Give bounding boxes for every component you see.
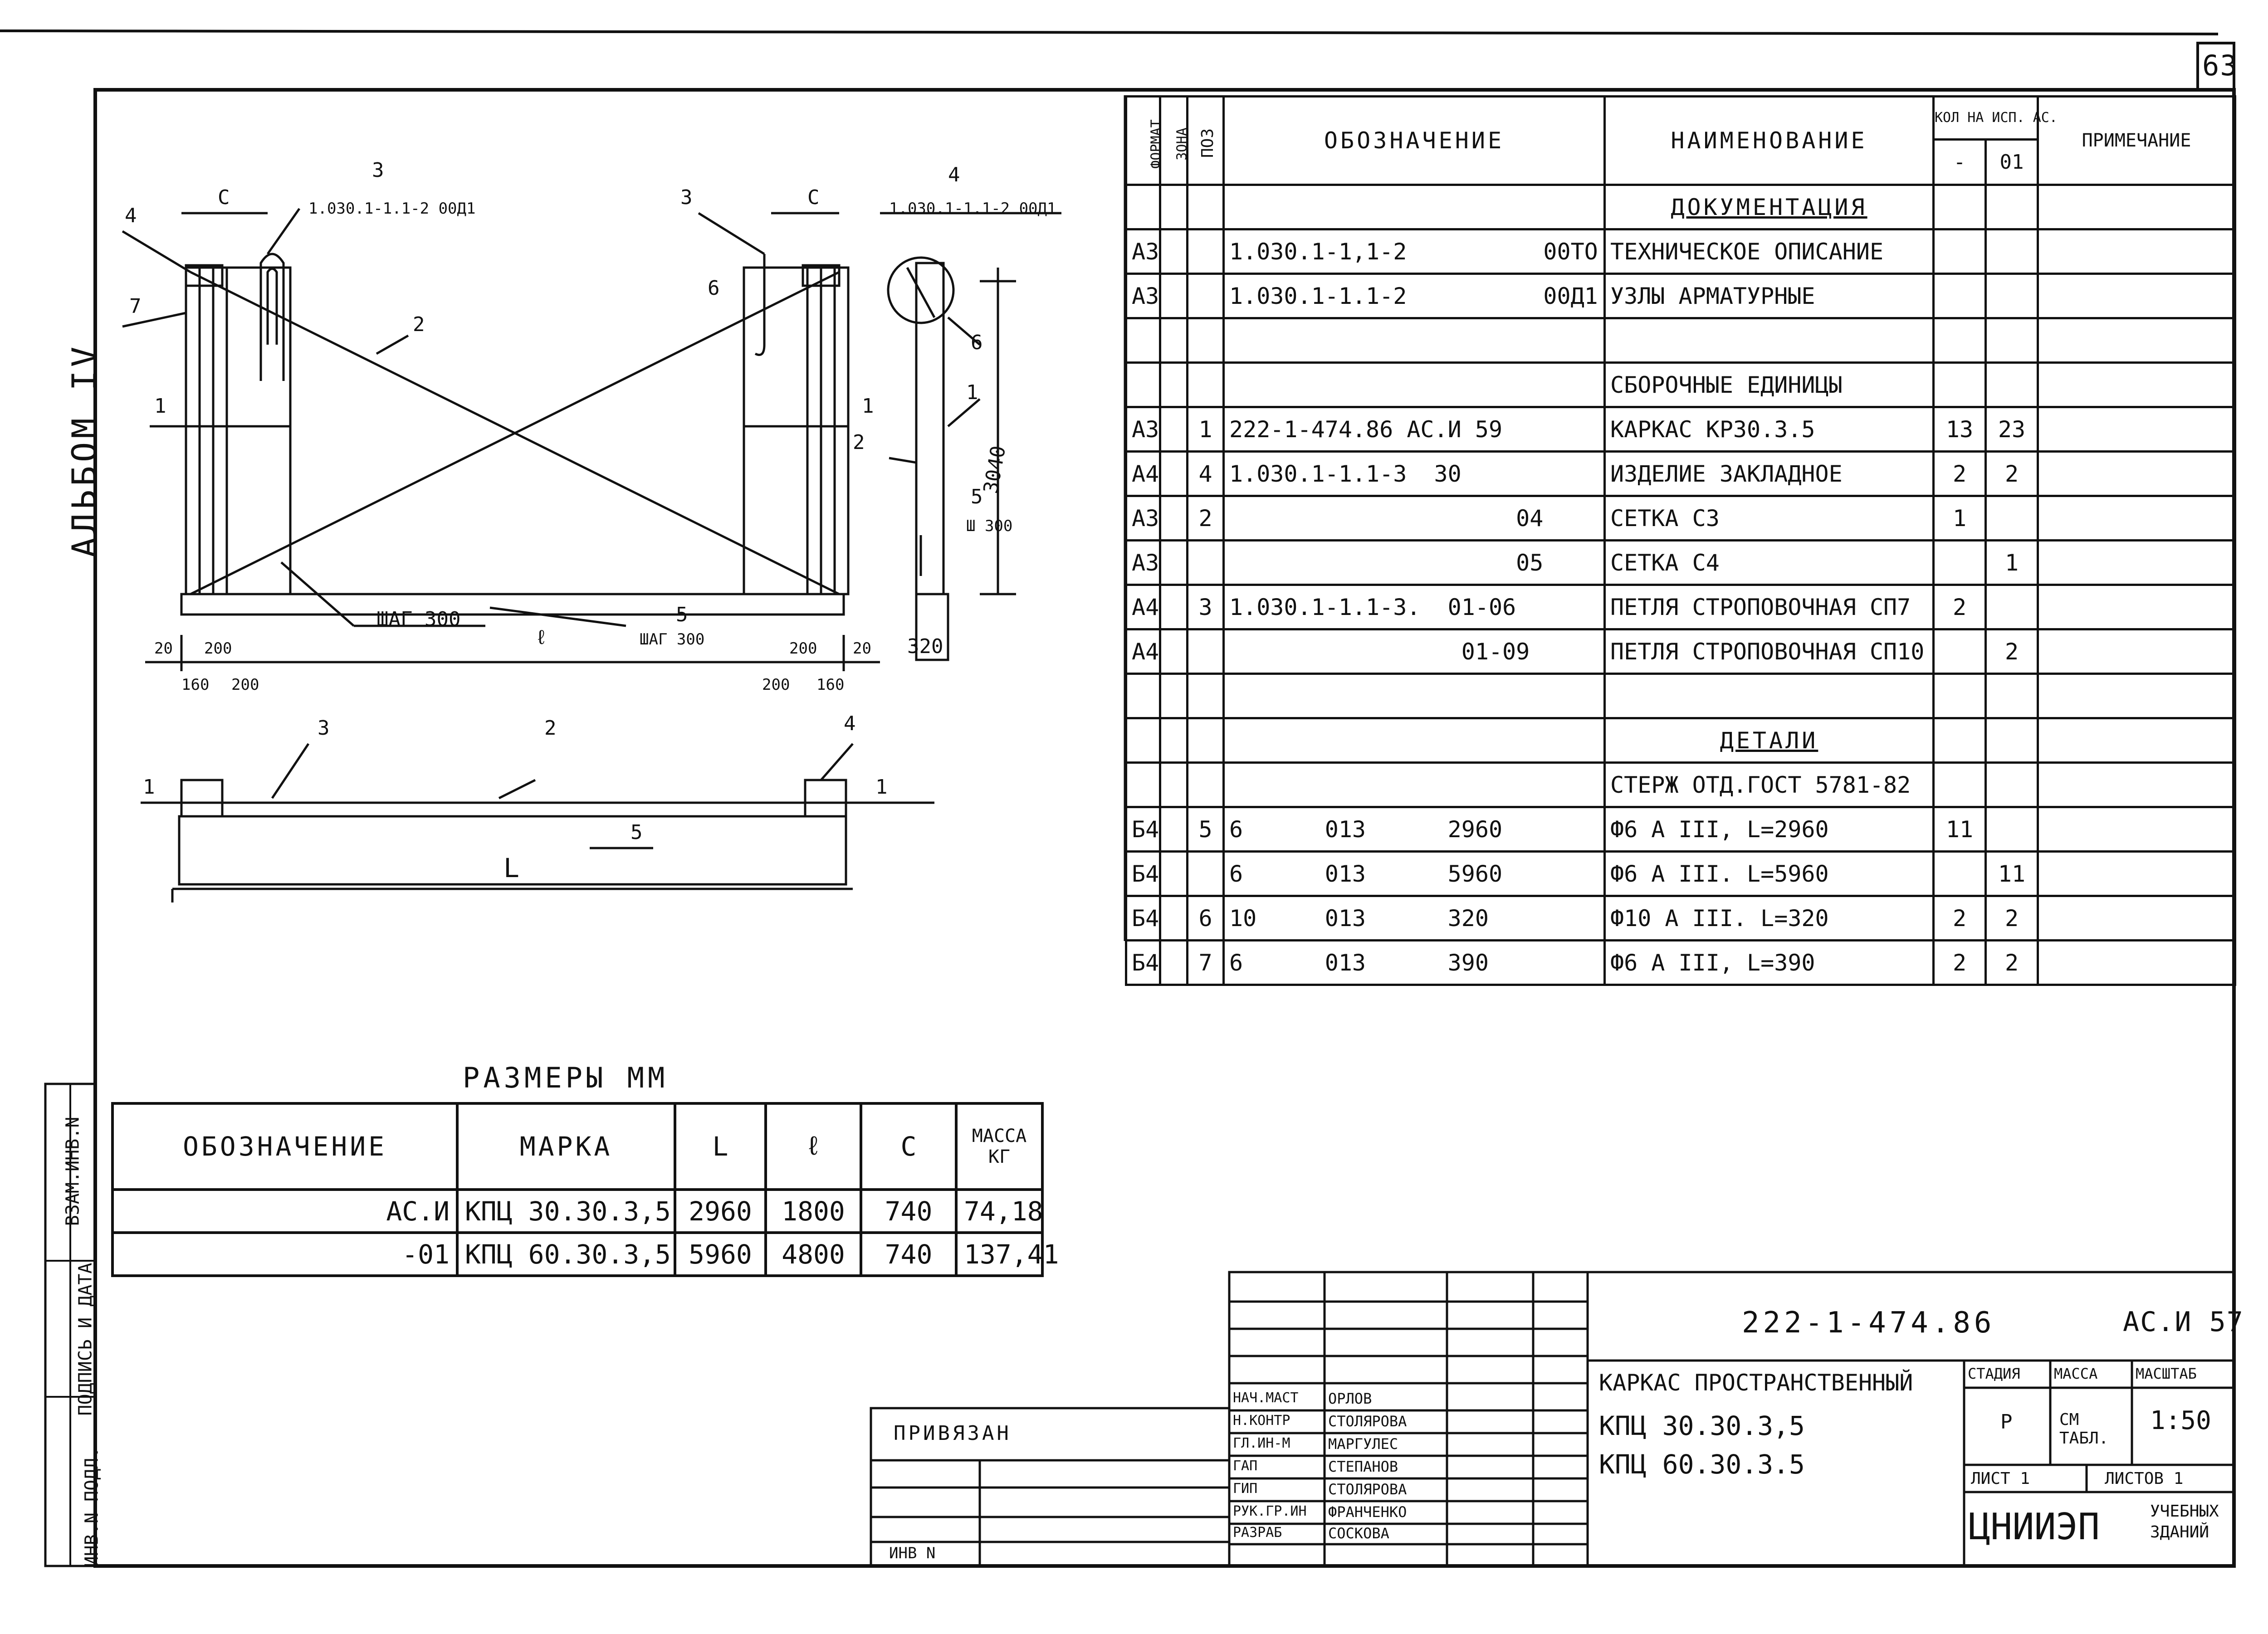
spec-pos-cell: [1188, 541, 1224, 585]
dim-l-small: ℓ: [535, 626, 547, 649]
spec-qty2-cell: [1986, 185, 2038, 229]
dim-20-right: 20: [853, 639, 871, 658]
dim-160-left: 160: [181, 676, 210, 694]
signature-role: ГЛ.ИН-М: [1233, 1435, 1290, 1451]
spec-qty1-cell: [1934, 363, 1986, 407]
spec-qty2-cell: 11: [1986, 852, 2038, 896]
spec-h-qty-b: 01: [1999, 151, 2024, 174]
spec-qty1-cell: 11: [1934, 807, 1986, 852]
spec-designation-cell: [1224, 318, 1605, 363]
spec-format-cell: [1126, 763, 1160, 807]
spec-zone-cell: [1160, 941, 1188, 985]
spec-pos-cell: 6: [1188, 896, 1224, 941]
dim-320: 320: [907, 635, 943, 658]
signature-name: СТОЛЯРОВА: [1328, 1413, 1407, 1430]
spec-format-cell: А3: [1126, 407, 1160, 452]
album-label: АЛЬБОМ IV: [65, 343, 104, 558]
signature-role: РУК.ГР.ИН: [1233, 1503, 1307, 1519]
plan-callout-1-left: 1: [143, 776, 155, 799]
spec-qty1-cell: [1934, 541, 1986, 585]
dims-cell: 740: [861, 1190, 956, 1233]
dims-h-mass: МАССА КГ: [956, 1103, 1042, 1190]
spec-h-zone: ЗОНА: [1160, 97, 1188, 185]
spec-name-cell: [1605, 318, 1934, 363]
dim-200-left: 200: [204, 639, 232, 658]
spec-format-cell: [1126, 318, 1160, 363]
side-label-inv: ИНВ.N ПОДЛ.: [81, 1447, 103, 1567]
spec-row: [1126, 941, 2235, 985]
spec-note-cell: [2038, 407, 2235, 452]
spec-row: [1126, 229, 2235, 274]
spec-pos-cell: [1188, 763, 1224, 807]
spec-format-cell: А3: [1126, 541, 1160, 585]
spec-qty2-cell: 2: [1986, 896, 2038, 941]
spec-row: [1126, 318, 2235, 363]
spec-zone-cell: [1160, 674, 1188, 718]
side-view: [880, 213, 1061, 660]
product-name-3: КПЦ 60.30.3.5: [1599, 1449, 1805, 1480]
dims-row: [112, 1233, 1042, 1276]
spec-h-qty-title: КОЛ НА ИСП. АС.: [1935, 98, 2037, 141]
spec-note-cell: [2038, 185, 2235, 229]
org-name: ЦНИИЭП: [1969, 1506, 2100, 1548]
spec-name-cell: ПЕТЛЯ СТРОПОВОЧНАЯ СП7: [1605, 585, 1934, 629]
dims-h-c: С: [861, 1103, 956, 1190]
spec-note-cell: [2038, 718, 2235, 763]
spec-qty1-cell: 2: [1934, 452, 1986, 496]
sheet-code: АС.И 57: [2123, 1306, 2244, 1338]
spec-pos-cell: [1188, 852, 1224, 896]
spec-name-cell: СБОРОЧНЫЕ ЕДИНИЦЫ: [1605, 363, 1934, 407]
spec-row: [1126, 274, 2235, 318]
callout-1-side: 1: [966, 381, 978, 404]
plan-view: [141, 744, 934, 902]
dims-cell: 4800: [766, 1233, 861, 1276]
spec-row: [1126, 896, 2235, 941]
spec-note-cell: [2038, 852, 2235, 896]
dim-200-right2: 200: [762, 676, 790, 694]
spec-qty2-cell: [1986, 674, 2038, 718]
spec-zone-cell: [1160, 363, 1188, 407]
spec-format-cell: А4: [1126, 585, 1160, 629]
signature-name: СТЕПАНОВ: [1328, 1458, 1398, 1475]
dims-h-l: ℓ: [766, 1103, 861, 1190]
spec-note-cell: [2038, 318, 2235, 363]
signature-name: ФРАНЧЕНКО: [1328, 1503, 1407, 1521]
spec-format-cell: Б4: [1126, 941, 1160, 985]
spec-name-cell: Ф10 А III. L=320: [1605, 896, 1934, 941]
spec-name-cell: ИЗДЕЛИЕ ЗАКЛАДНОЕ: [1605, 452, 1934, 496]
spec-qty1-cell: [1934, 852, 1986, 896]
spec-qty1-cell: [1934, 274, 1986, 318]
spec-zone-cell: [1160, 763, 1188, 807]
spec-h-name: НАИМЕНОВАНИЕ: [1605, 97, 1934, 185]
callout-2: 2: [413, 313, 425, 336]
spec-pos-cell: 2: [1188, 496, 1224, 541]
spec-designation-cell: 10 013 320: [1224, 896, 1605, 941]
spec-note-cell: [2038, 363, 2235, 407]
dims-h-L: L: [675, 1103, 766, 1190]
spec-designation-cell: 1.030.1-1.1-2 00Д1: [1224, 274, 1605, 318]
signature-role: ГИП: [1233, 1481, 1258, 1497]
callout-1-left: 1: [154, 395, 166, 418]
spec-zone-cell: [1160, 318, 1188, 363]
dim-L: L: [503, 853, 519, 883]
spec-pos-cell: [1188, 629, 1224, 674]
spec-name-cell: ПЕТЛЯ СТРОПОВОЧНАЯ СП10: [1605, 629, 1934, 674]
spec-designation-cell: 05: [1224, 541, 1605, 585]
spec-designation-cell: 6 013 390: [1224, 941, 1605, 985]
spec-row: [1126, 541, 2235, 585]
spec-pos-cell: [1188, 718, 1224, 763]
spec-pos-cell: 7: [1188, 941, 1224, 985]
spec-h-note: ПРИМЕЧАНИЕ: [2038, 97, 2235, 185]
spec-zone-cell: [1160, 718, 1188, 763]
plan-callout-4: 4: [844, 712, 856, 735]
spec-format-cell: Б4: [1126, 852, 1160, 896]
scale-label: МАСШТАБ: [2136, 1365, 2197, 1382]
dim-3040: 3040: [979, 444, 1011, 496]
spec-note-cell: [2038, 274, 2235, 318]
callout-5-side: 5: [971, 485, 983, 508]
spec-format-cell: А4: [1126, 452, 1160, 496]
spec-pos-cell: 1: [1188, 407, 1224, 452]
spec-zone-cell: [1160, 896, 1188, 941]
dims-cell: АС.И: [112, 1190, 457, 1233]
spec-name-cell: Ф6 А III. L=5960: [1605, 852, 1934, 896]
sheet-value: ЛИСТ 1: [1971, 1469, 2030, 1488]
spec-format-cell: Б4: [1126, 896, 1160, 941]
spec-name-cell: Ф6 А III, L=2960: [1605, 807, 1934, 852]
org-sub: УЧЕБНЫХ ЗДАНИЙ: [2150, 1502, 2219, 1541]
callout-3-top: 3: [372, 159, 384, 182]
signature-name: МАРГУЛЕС: [1328, 1435, 1398, 1453]
spec-format-cell: [1126, 674, 1160, 718]
spec-qty1-cell: [1934, 229, 1986, 274]
step-label-1: ШАГ 300: [376, 608, 461, 631]
callout-node-ref-right: 1.030.1-1.1-2 00Д1: [889, 200, 1056, 218]
spec-note-cell: [2038, 807, 2235, 852]
spec-row: [1126, 452, 2235, 496]
spec-qty2-cell: 2: [1986, 452, 2038, 496]
dims-title: РАЗМЕРЫ ММ: [463, 1061, 669, 1094]
signature-name: СТОЛЯРОВА: [1328, 1481, 1407, 1498]
spec-note-cell: [2038, 541, 2235, 585]
spec-format-cell: А3: [1126, 496, 1160, 541]
spec-qty1-cell: [1934, 763, 1986, 807]
callout-6-front: 6: [708, 277, 720, 300]
spec-note-cell: [2038, 674, 2235, 718]
spec-qty2-cell: [1986, 763, 2038, 807]
spec-h-format: ФОРМАТ: [1126, 97, 1160, 185]
product-name-1: КАРКАС ПРОСТРАНСТВЕННЫЙ: [1599, 1370, 1913, 1396]
plan-callout-3: 3: [318, 717, 330, 740]
spec-zone-cell: [1160, 229, 1188, 274]
spec-qty1-cell: 2: [1934, 896, 1986, 941]
spec-zone-cell: [1160, 629, 1188, 674]
signature-role: ГАП: [1233, 1458, 1258, 1474]
spec-note-cell: [2038, 896, 2235, 941]
spec-format-cell: [1126, 185, 1160, 229]
spec-zone-cell: [1160, 452, 1188, 496]
spec-pos-cell: [1188, 229, 1224, 274]
spec-row: [1126, 363, 2235, 407]
step-label-3: Ш 300: [966, 517, 1013, 535]
spec-zone-cell: [1160, 496, 1188, 541]
spec-qty1-cell: [1934, 674, 1986, 718]
specification-table: [1125, 95, 2236, 986]
dims-cell: 740: [861, 1233, 956, 1276]
stage-label: СТАДИЯ: [1968, 1365, 2020, 1382]
spec-designation-cell: 222-1-474.86 АС.И 59: [1224, 407, 1605, 452]
plan-callout-1-right: 1: [875, 776, 888, 799]
dims-cell: 137,41: [956, 1233, 1042, 1276]
spec-qty2-cell: [1986, 718, 2038, 763]
spec-note-cell: [2038, 585, 2235, 629]
spec-qty2-cell: 1: [1986, 541, 2038, 585]
spec-row: [1126, 718, 2235, 763]
spec-zone-cell: [1160, 541, 1188, 585]
signature-role: Н.КОНТР: [1233, 1413, 1290, 1429]
spec-qty1-cell: 2: [1934, 941, 1986, 985]
spec-qty1-cell: 13: [1934, 407, 1986, 452]
spec-row: [1126, 496, 2235, 541]
spec-name-cell: СЕТКА С3: [1605, 496, 1934, 541]
dim-20-left: 20: [154, 639, 173, 658]
spec-qty2-cell: [1986, 274, 2038, 318]
spec-qty1-cell: 1: [1934, 496, 1986, 541]
signature-role: НАЧ.МАСТ: [1233, 1390, 1299, 1406]
binding-title: ПРИВЯЗАН: [894, 1422, 1012, 1445]
spec-designation-cell: 1.030.1-1.1-3 30: [1224, 452, 1605, 496]
dim-200-right: 200: [789, 639, 817, 658]
spec-qty2-cell: 2: [1986, 629, 2038, 674]
signature-role: РАЗРАБ: [1233, 1525, 1282, 1541]
callout-2-right: 2: [853, 431, 865, 454]
scale-value: 1:50: [2150, 1406, 2211, 1435]
spec-row: [1126, 407, 2235, 452]
dim-160-right: 160: [816, 676, 845, 694]
spec-pos-cell: 4: [1188, 452, 1224, 496]
callout-6-side: 6: [971, 331, 983, 354]
spec-pos-cell: 5: [1188, 807, 1224, 852]
spec-qty1-cell: [1934, 318, 1986, 363]
spec-h-designation: ОБОЗНАЧЕНИЕ: [1224, 97, 1605, 185]
dims-h-mark: МАРКА: [457, 1103, 675, 1190]
dims-h-designation: ОБОЗНАЧЕНИЕ: [112, 1103, 457, 1190]
spec-qty1-cell: [1934, 718, 1986, 763]
spec-format-cell: А4: [1126, 629, 1160, 674]
callout-c-left: С: [218, 186, 230, 209]
stage-value: Р: [2000, 1410, 2013, 1434]
spec-designation-cell: [1224, 674, 1605, 718]
spec-zone-cell: [1160, 585, 1188, 629]
doc-code: 222-1-474.86: [1742, 1306, 1995, 1340]
spec-zone-cell: [1160, 185, 1188, 229]
mass-value: СМ ТАБЛ.: [2059, 1410, 2109, 1448]
spec-qty1-cell: [1934, 629, 1986, 674]
dims-cell: 74,18: [956, 1190, 1042, 1233]
spec-format-cell: А3: [1126, 274, 1160, 318]
callout-1-right: 1: [862, 395, 874, 418]
spec-note-cell: [2038, 229, 2235, 274]
callout-4-left: 4: [125, 204, 137, 227]
signature-name: ОРЛОВ: [1328, 1390, 1372, 1407]
spec-designation-cell: 1.030.1-1.1-3. 01-06: [1224, 585, 1605, 629]
spec-row: [1126, 852, 2235, 896]
spec-note-cell: [2038, 496, 2235, 541]
dimensions-table: [111, 1102, 1059, 1277]
spec-designation-cell: 01-09: [1224, 629, 1605, 674]
spec-row: [1126, 185, 2235, 229]
dims-cell: КПЦ 60.30.3,5: [457, 1233, 675, 1276]
spec-format-cell: [1126, 363, 1160, 407]
spec-qty2-cell: [1986, 229, 2038, 274]
mass-label: МАССА: [2054, 1365, 2098, 1382]
spec-name-cell: ДОКУМЕНТАЦИЯ: [1605, 185, 1934, 229]
spec-row: [1126, 585, 2235, 629]
spec-qty2-cell: [1986, 496, 2038, 541]
side-label-replace: ВЗАМ.ИНВ.N: [62, 1117, 83, 1226]
spec-name-cell: Ф6 А III, L=390: [1605, 941, 1934, 985]
dims-row: [112, 1190, 1042, 1233]
spec-name-cell: ТЕХНИЧЕСКОЕ ОПИСАНИЕ: [1605, 229, 1934, 274]
spec-h-qty-a: -: [1935, 141, 1987, 184]
dim-200-left2: 200: [231, 676, 259, 694]
spec-pos-cell: [1188, 185, 1224, 229]
callout-node-ref-left: 1.030.1-1.1-2 00Д1: [308, 200, 476, 218]
spec-name-cell: ДЕТАЛИ: [1605, 718, 1934, 763]
spec-row: [1126, 807, 2235, 852]
spec-designation-cell: [1224, 718, 1605, 763]
spec-qty2-cell: [1986, 318, 2038, 363]
spec-zone-cell: [1160, 274, 1188, 318]
spec-qty2-cell: [1986, 807, 2038, 852]
spec-designation-cell: [1224, 363, 1605, 407]
plan-callout-5: 5: [631, 821, 643, 844]
dims-header-row: [112, 1103, 1042, 1190]
spec-designation-cell: 6 013 5960: [1224, 852, 1605, 896]
spec-note-cell: [2038, 941, 2235, 985]
spec-qty2-cell: 23: [1986, 407, 2038, 452]
callout-7: 7: [129, 295, 142, 318]
sheets-value: ЛИСТОВ 1: [2105, 1469, 2184, 1488]
dims-cell: -01: [112, 1233, 457, 1276]
spec-header-row: [1126, 97, 2235, 185]
callout-3-right: 3: [680, 186, 693, 209]
product-name-2: КПЦ 30.30.3,5: [1599, 1410, 1805, 1441]
dims-cell: 2960: [675, 1190, 766, 1233]
dims-cell: КПЦ 30.30.3,5: [457, 1190, 675, 1233]
spec-name-cell: СТЕРЖ ОТД.ГОСТ 5781-82: [1605, 763, 1934, 807]
spec-note-cell: [2038, 452, 2235, 496]
spec-designation-cell: 6 013 2960: [1224, 807, 1605, 852]
signature-name: СОСКОВА: [1328, 1525, 1389, 1542]
spec-row: [1126, 763, 2235, 807]
spec-qty1-cell: [1934, 185, 1986, 229]
spec-pos-cell: [1188, 363, 1224, 407]
plan-callout-2: 2: [544, 717, 557, 740]
spec-name-cell: [1605, 674, 1934, 718]
dims-cell: 5960: [675, 1233, 766, 1276]
spec-row: [1126, 629, 2235, 674]
spec-zone-cell: [1160, 852, 1188, 896]
spec-qty2-cell: 2: [1986, 941, 2038, 985]
spec-qty1-cell: 2: [1934, 585, 1986, 629]
spec-format-cell: А3: [1126, 229, 1160, 274]
spec-pos-cell: [1188, 674, 1224, 718]
sheet-number: 63: [2202, 49, 2238, 82]
spec-designation-cell: 1.030.1-1,1-2 00ТО: [1224, 229, 1605, 274]
spec-pos-cell: 3: [1188, 585, 1224, 629]
spec-note-cell: [2038, 629, 2235, 674]
spec-name-cell: СЕТКА С4: [1605, 541, 1934, 585]
spec-qty2-cell: [1986, 363, 2038, 407]
spec-designation-cell: 04: [1224, 496, 1605, 541]
callout-c-right: С: [807, 186, 820, 209]
callout-5: 5: [676, 603, 688, 626]
spec-note-cell: [2038, 763, 2235, 807]
spec-designation-cell: [1224, 763, 1605, 807]
spec-h-qty: [1934, 97, 2058, 185]
spec-zone-cell: [1160, 407, 1188, 452]
spec-pos-cell: [1188, 318, 1224, 363]
front-view: [122, 209, 880, 671]
spec-zone-cell: [1160, 807, 1188, 852]
binding-inv: ИНВ N: [889, 1544, 936, 1562]
step-label-2: ШАГ 300: [640, 630, 705, 649]
spec-format-cell: [1126, 718, 1160, 763]
spec-format-cell: Б4: [1126, 807, 1160, 852]
spec-pos-cell: [1188, 274, 1224, 318]
spec-h-pos: ПОЗ: [1188, 97, 1224, 185]
dims-cell: 1800: [766, 1190, 861, 1233]
spec-row: [1126, 674, 2235, 718]
spec-qty2-cell: [1986, 585, 2038, 629]
spec-designation-cell: [1224, 185, 1605, 229]
spec-name-cell: КАРКАС КР30.3.5: [1605, 407, 1934, 452]
callout-4-side: 4: [948, 163, 960, 186]
side-label-sign: ПОДПИСЬ И ДАТА: [75, 1263, 96, 1416]
spec-name-cell: УЗЛЫ АРМАТУРНЫЕ: [1605, 274, 1934, 318]
